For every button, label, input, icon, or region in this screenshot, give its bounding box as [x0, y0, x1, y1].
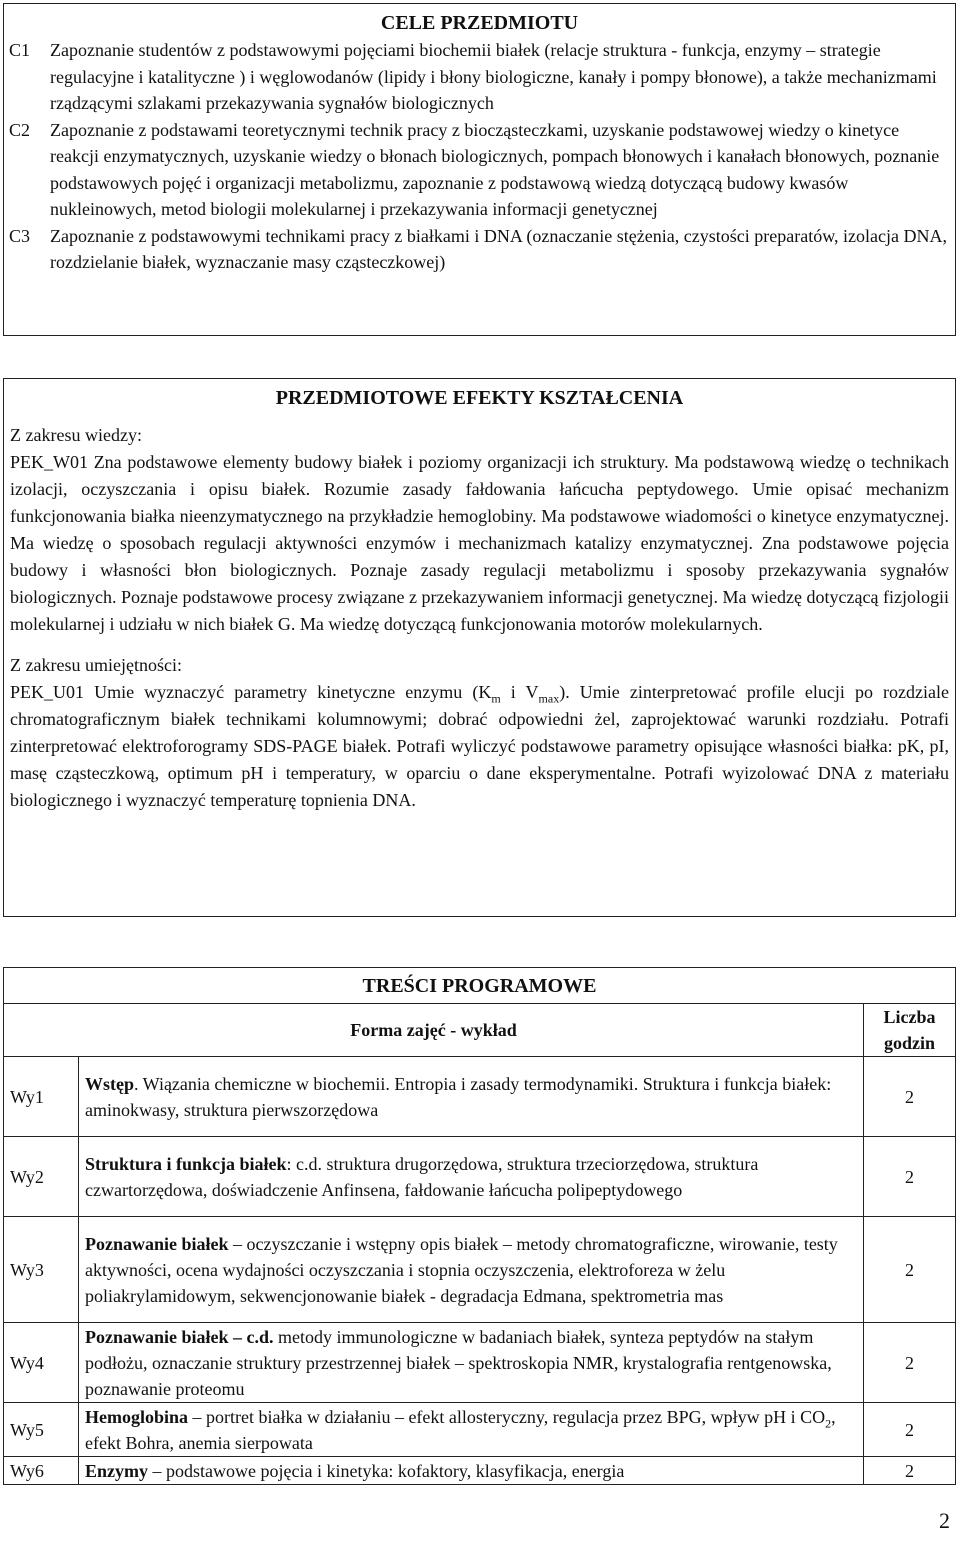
table-row: [4, 1323, 956, 1403]
row-text: – oczyszczanie i wstępny opis białek – metody chromatograficzne, wirowanie, testy aktywności, ocena wydajności oczyszczania i stopnia oczyszczenia, elektroforeza w żelu poliakrylamidowym, sekwencjonowanie białek - degradacja Edmana, spektrometria mas: [85, 1233, 838, 1306]
row-hours: 2: [864, 1057, 956, 1137]
row-text: metody immunologiczne w badaniach białek, synteza peptydów na stałym podłożu, oznaczanie struktury przestrzennej białek – spektroskopia NMR, krystalografia rentgenowska, poznawanie proteomu: [85, 1326, 832, 1399]
row-bold: Poznawanie białek: [85, 1233, 229, 1254]
cele-item: [4, 37, 955, 117]
tresci-header-row: [4, 1004, 956, 1057]
table-row: [4, 1137, 956, 1217]
pek-u01-text-mid: i V: [500, 682, 539, 702]
cele-item: [4, 117, 955, 223]
row-bold: Struktura i funkcja białek: [85, 1153, 287, 1174]
row-hours: 2: [864, 1457, 956, 1485]
row-bold: Hemoglobina: [85, 1406, 189, 1427]
co2-subscript: 2: [825, 1416, 832, 1431]
row-code: Wy1: [4, 1057, 79, 1137]
table-row: [4, 1217, 956, 1323]
row-content: [79, 1403, 864, 1457]
forma-zajec-header: Forma zajęć - wykład: [4, 1004, 864, 1057]
row-text: – podstawowe pojęcia i kinetyka: kofaktory, klasyfikacja, energia: [148, 1460, 625, 1481]
pek-u01-text-start: Umie wyznaczyć parametry kinetyczne enzymu (K: [94, 682, 492, 702]
vmax-subscript: max: [538, 691, 560, 706]
row-content: [79, 1457, 864, 1485]
row-content: [79, 1323, 864, 1403]
tresci-title: TREŚCI PROGRAMOWE: [4, 968, 956, 1004]
pek-u01-text-end: ). Umie zinterpretować profile elucji po rozdziale chromatograficznym białek technikami kolumnowymi; dobrać odpowiedni żel, zaprojektować warunki rozdziału. Potrafi zinterpretować elektroforogramy SDS-PAGE białek. Potrafi wyliczyć podstawowe parametry opisujące własności białka: pK, pI, masę cząsteczkową, optimum pH i temperatury, w oparciu o dane eksperymentalne. Potrafi wyizolować DNA z materiału biologicznego i wyznaczyć temperaturę topnienia DNA.: [10, 682, 950, 810]
row-text: . Wiązania chemiczne w biochemii. Entropia i zasady termodynamiki. Struktura i funkcja białek: aminokwasy, struktura pierwszorzędowa: [85, 1073, 832, 1120]
cele-text: Zapoznanie z podstawowymi technikami pracy z białkami i DNA (oznaczanie stężenia, czystości preparatów, izolacja DNA, rozdzielanie białek, wyznaczanie masy cząsteczkowej): [50, 225, 947, 272]
row-hours: 2: [864, 1137, 956, 1217]
row-text-end: , efekt Bohra, anemia sierpowata: [85, 1406, 836, 1453]
row-code: Wy3: [4, 1217, 79, 1323]
table-row: [4, 1457, 956, 1485]
efekty-ksztalcenia-section: [3, 378, 956, 917]
row-bold: Wstęp: [85, 1073, 134, 1094]
row-bold: Poznawanie białek – c.d.: [85, 1326, 274, 1347]
row-code: Wy6: [4, 1457, 79, 1485]
row-hours: 2: [864, 1217, 956, 1323]
row-code: Wy4: [4, 1323, 79, 1403]
pek-w01-paragraph: [10, 449, 949, 638]
table-row: [4, 1403, 956, 1457]
cele-text: Zapoznanie z podstawami teoretycznymi technik pracy z biocząsteczkami, uzyskanie podstawowej wiedzy o kinetyce reakcji enzymatycznych, uzyskanie wiedzy o błonach biologicznych, pompach błonowych i kanałach błonowych, poznanie podstawowych pojęć i organizacji metabolizmu, zapoznanie z podstawową wiedzą dotyczącą budowy kwasów nukleinowych, metod biologii molekularnej i przekazywania informacji genetycznej: [50, 119, 940, 219]
wiedza-heading: Z zakresu wiedzy:: [10, 425, 142, 445]
cele-przedmiotu-section: [3, 3, 956, 336]
pek-w01-text: Zna podstawowe elementy budowy białek i poziomy organizacji ich struktury. Ma podstawową wiedzę o technikach izolacji, oczyszczania i opisu białek. Rozumie zasady fałdowania łańcucha peptydowego. Umie opisać mechanizm funkcjonowania białka nieenzymatycznego na przykładzie hemoglobiny. Ma podstawowe wiadomości o kinetyce enzymatycznej. Ma wiedzę o sposobach regulacji aktywności enzymów i mechanizmach katalizy enzymatycznej. Zna podstawowe pojęcia budowy i własności błon biologicznych. Poznaje zasady regulacji metabolizmu i sposoby przekazywania sygnałów biologicznych. Poznaje podstawowe procesy związane z przekazywaniem informacji genetycznej. Ma wiedzę dotyczącą fizjologii molekularnej i udziału w nich białek G. Ma wiedzę dotyczącą funkcjonowania motorów molekularnych.: [10, 452, 949, 634]
row-content: [79, 1057, 864, 1137]
row-content: [79, 1137, 864, 1217]
row-hours: 2: [864, 1403, 956, 1457]
cele-text: Zapoznanie studentów z podstawowymi pojęciami biochemii białek (relacje struktura - funkcja, enzymy – strategie regulacyjne i katalityczne ) i węglowodanów (lipidy i błony biologiczne, kanały i pompy błonowe), a także mechanizmami rządzącymi szlakami przekazywania sygnałów biologicznych: [50, 40, 937, 113]
pek-w01-code: PEK_W01: [10, 452, 88, 472]
tresci-title-row: [4, 968, 956, 1004]
km-subscript: m: [491, 691, 501, 706]
efekty-title: PRZEDMIOTOWE EFEKTY KSZTAŁCENIA: [275, 387, 684, 409]
cele-title: CELE PRZEDMIOTU: [380, 12, 579, 34]
efekty-body: [4, 422, 955, 814]
row-hours: 2: [864, 1323, 956, 1403]
pek-u01-code: PEK_U01: [10, 682, 85, 702]
pek-u01-paragraph: [10, 679, 949, 814]
page-number: 2: [939, 1508, 950, 1533]
row-text: : c.d. struktura drugorzędowa, struktura trzeciorzędowa, struktura czwartorzędowa, doświadczenie Anfinsena, fałdowanie łańcucha polipeptydowego: [85, 1153, 759, 1200]
row-code: Wy2: [4, 1137, 79, 1217]
cele-code: C1: [9, 40, 31, 60]
table-row: [4, 1057, 956, 1137]
row-text: – portret białka w działaniu – efekt allosteryczny, regulacja przez BPG, wpływ pH i CO: [188, 1406, 826, 1427]
row-code: Wy5: [4, 1403, 79, 1457]
cele-code: C2: [9, 119, 31, 140]
row-content: [79, 1217, 864, 1323]
liczba-godzin-header: Liczba godzin: [864, 1004, 956, 1057]
row-bold: Enzymy: [85, 1460, 148, 1481]
cele-code: C3: [9, 225, 31, 246]
cele-item: [4, 223, 955, 276]
tresci-programowe-table: [3, 967, 956, 1485]
umiejetnosci-heading: Z zakresu umiejętności:: [10, 655, 182, 675]
